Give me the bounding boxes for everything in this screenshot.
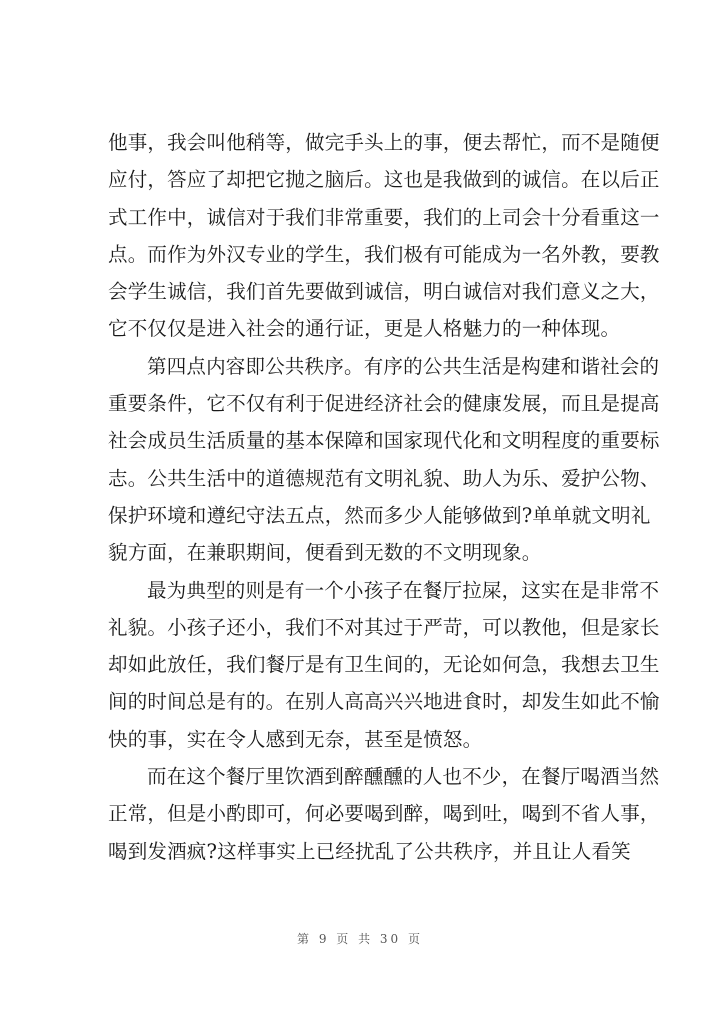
- text-line: 它不仅仅是进入社会的通行证，更是人格魅力的一种体现。: [108, 317, 621, 341]
- text-line: 快的事，实在令人感到无奈，甚至是愤怒。: [108, 727, 483, 751]
- text-line: 式工作中，诚信对于我们非常重要，我们的上司会十分看重这一: [108, 205, 660, 229]
- text-line: 志。公共生活中的道德规范有文明礼貌、助人为乐、爱护公物、: [108, 466, 660, 490]
- text-line: 而在这个餐厅里饮酒到醉醺醺的人也不少，在餐厅喝酒当然: [147, 765, 660, 789]
- text-line: 点。而作为外汉专业的学生，我们极有可能成为一名外教，要教: [108, 242, 660, 266]
- text-line: 却如此放任，我们餐厅是有卫生间的，无论如何急，我想去卫生: [108, 653, 660, 677]
- text-line: 他事，我会叫他稍等，做完手头上的事，便去帮忙，而不是随便: [108, 131, 660, 154]
- text-line: 会学生诚信，我们首先要做到诚信，明白诚信对我们意义之大，: [108, 280, 660, 304]
- body-text: [108, 124, 660, 870]
- text-line: 社会成员生活质量的基本保障和国家现代化和文明程度的重要标: [108, 429, 660, 453]
- text-line: 礼貌。小孩子还小，我们不对其过于严苛，可以教他，但是家长: [108, 615, 660, 639]
- text-line: 第四点内容即公共秩序。有序的公共生活是构建和谐社会的: [147, 354, 660, 378]
- text-line: 正常，但是小酌即可，何必要喝到醉，喝到吐，喝到不省人事，: [108, 802, 660, 826]
- text-line: 应付，答应了却把它抛之脑后。这也是我做到的诚信。在以后正: [108, 168, 660, 192]
- text-line: 喝到发酒疯?这样事实上已经扰乱了公共秩序，并且让人看笑: [108, 839, 631, 863]
- text-line: 最为典型的则是有一个小孩子在餐厅拉屎，这实在是非常不: [147, 578, 660, 602]
- text-line: 貌方面，在兼职期间，便看到无数的不文明现象。: [108, 541, 542, 565]
- text-line: 保护环境和遵纪守法五点，然而多少人能够做到?单单就文明礼: [108, 503, 651, 527]
- text-line: 间的时间总是有的。在别人高高兴兴地进食时，却发生如此不愉: [108, 690, 660, 714]
- page-footer: 第 9 页 共 30 页: [297, 932, 423, 946]
- text-line: 重要条件，它不仅有利于促进经济社会的健康发展，而且是提高: [108, 392, 660, 416]
